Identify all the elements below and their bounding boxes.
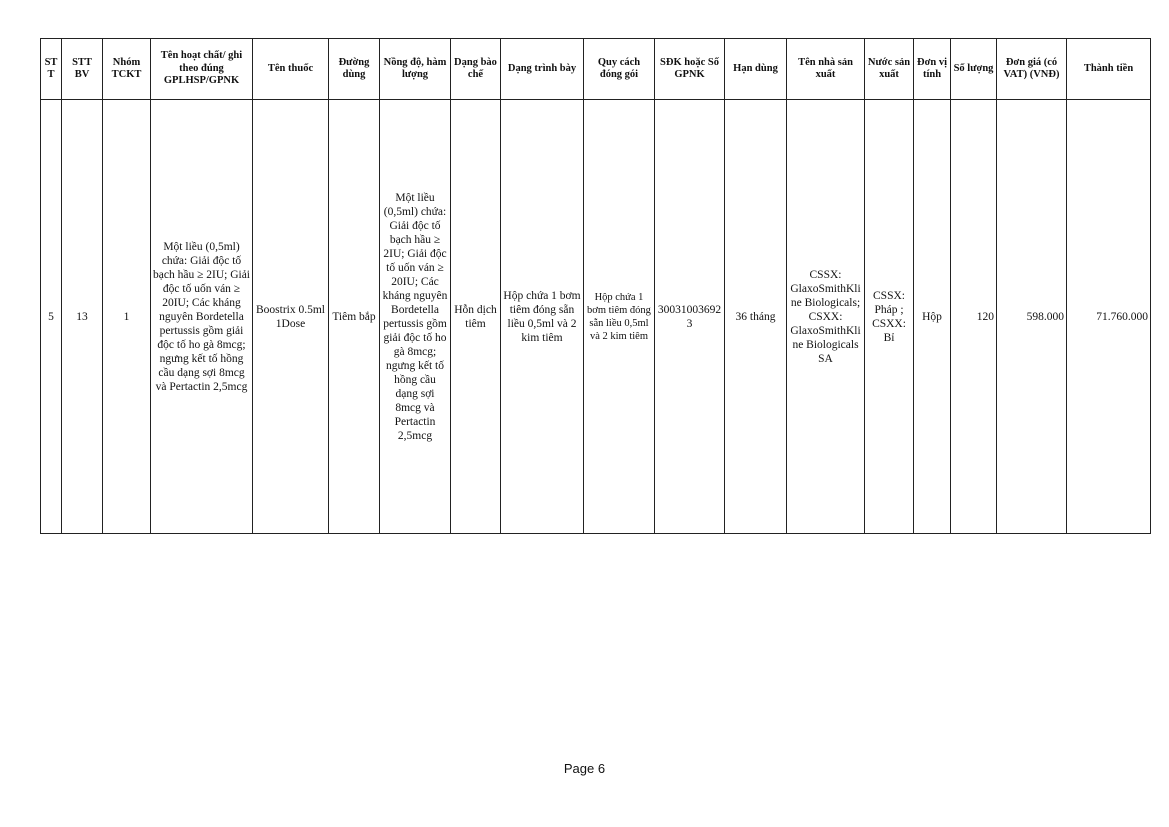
header-registration-number: SĐK hoặc Số GPNK — [655, 39, 725, 100]
header-manufacturer: Tên nhà sản xuất — [787, 39, 865, 100]
header-packaging: Quy cách đóng gói — [584, 39, 655, 100]
header-active-ingredient: Tên hoạt chất/ ghi theo đúng GPLHSP/GPNK — [151, 39, 253, 100]
cell-stt-bv: 13 — [62, 100, 103, 534]
header-country: Nước sản xuất — [865, 39, 914, 100]
drug-price-table — [40, 38, 1151, 534]
cell-nhom: 1 — [103, 100, 151, 534]
header-drug-name: Tên thuốc — [253, 39, 329, 100]
cell-quantity: 120 — [951, 100, 997, 534]
cell-stt: 5 — [41, 100, 62, 534]
header-total: Thành tiền — [1067, 39, 1151, 100]
cell-route: Tiêm bắp — [329, 100, 380, 534]
header-shelf-life: Hạn dùng — [725, 39, 787, 100]
header-route: Đường dùng — [329, 39, 380, 100]
cell-registration-number: 300310036923 — [655, 100, 725, 534]
table-row — [41, 100, 1151, 534]
header-dosage-form: Dạng bào chế — [451, 39, 501, 100]
cell-unit: Hộp — [914, 100, 951, 534]
header-presentation: Dạng trình bày — [501, 39, 584, 100]
header-stt-bv: STT BV — [62, 39, 103, 100]
cell-shelf-life: 36 tháng — [725, 100, 787, 534]
header-unit: Đơn vị tính — [914, 39, 951, 100]
header-unit-price: Đơn giá (có VAT) (VNĐ) — [997, 39, 1067, 100]
cell-country: CSSX: Pháp ; CSXX: Bỉ — [865, 100, 914, 534]
header-stt: STT — [41, 39, 62, 100]
cell-drug-name: Boostrix 0.5ml 1Dose — [253, 100, 329, 534]
cell-concentration: Một liều (0,5ml) chứa: Giải độc tố bạch hầu ≥ 2IU; Giải độc tố uốn ván ≥ 20IU; Các kháng nguyên Bordetella pertussis gồm giải độc tố ho gà 8mcg; ngưng kết tố hồng cầu dạng sợi 8mcg và Pertactin 2,5mcg — [380, 100, 451, 534]
cell-packaging: Hộp chứa 1 bơm tiêm đóng sẵn liều 0,5ml và 2 kim tiêm — [584, 100, 655, 534]
cell-manufacturer: CSSX: GlaxoSmithKline Biologicals; CSXX: GlaxoSmithKline Biologicals SA — [787, 100, 865, 534]
header-nhom: Nhóm TCKT — [103, 39, 151, 100]
header-quantity: Số lượng — [951, 39, 997, 100]
header-concentration: Nồng độ, hàm lượng — [380, 39, 451, 100]
cell-active-ingredient: Một liều (0,5ml) chứa: Giải độc tố bạch hầu ≥ 2IU; Giải độc tố uốn ván ≥ 20IU; Các kháng nguyên Bordetella pertussis gồm giải độc tố ho gà 8mcg; ngưng kết tố hồng cầu dạng sợi 8mcg và Pertactin 2,5mcg — [151, 100, 253, 534]
cell-total: 71.760.000 — [1067, 100, 1151, 534]
page-number: Page 6 — [563, 761, 606, 776]
header-row — [41, 39, 1151, 100]
cell-unit-price: 598.000 — [997, 100, 1067, 534]
cell-presentation: Hộp chứa 1 bơm tiêm đóng sẵn liều 0,5ml và 2 kim tiêm — [501, 100, 584, 534]
cell-dosage-form: Hỗn dịch tiêm — [451, 100, 501, 534]
